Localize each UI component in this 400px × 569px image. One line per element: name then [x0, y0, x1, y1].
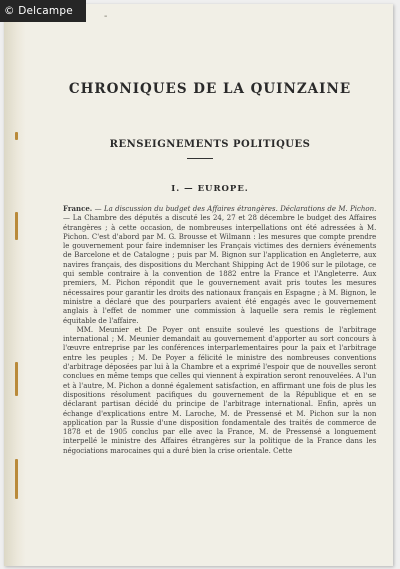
page-title: CHRONIQUES DE LA QUINZAINE [68, 81, 352, 97]
lead-separator: — [92, 204, 104, 213]
binding-stitch [15, 212, 18, 240]
article-body [63, 204, 376, 455]
section-title: RENSEIGNEMENTS POLITIQUES [109, 139, 311, 150]
book-page [4, 4, 393, 566]
binding-stitch [15, 132, 18, 140]
subsection-title: I. — EUROPE. [171, 184, 249, 194]
topic-heading: La discussion du budget des Affaires étrangères. Déclarations de M. Pichon. [103, 204, 377, 213]
title-rule [187, 158, 213, 159]
top-mark: - [104, 11, 108, 22]
paragraph-1-text: — La Chambre des députés a discuté les 24, 27 et 28 décembre le budget des Affaires étrangères ; à cette occasion, de nombreuses interpellations ont été adressées à M. Pichon. C'est d'abord par M. G. Brousse et Wilmann : les mesures que compte prendre le gouvernement pour faire indemniser les Français victimes des derniers événements de Barcelone et de Catalogne ; puis par M. Bignon sur l'application en Angleterre, aux navires français, des dispositions du Merchant Shipping Act de 1906 sur le pilotage, ce qui semble contraire à la convention de 1882 entre la France et l'Angleterre. Aux premiers, M. Pichon répondit que le gouvernement avait pris toutes les mesures nécessaires pour garantir les droits des nationaux français en Espagne ; à M. Bignon, le ministre a déclaré que des pourparlers avaient été engagés avec le gouvernement anglais à l'effet de nommer une commission à laquelle sera remis le règlement équitable de l'affaire. [63, 213, 377, 325]
watermark-label: © Delcampe [0, 0, 86, 22]
country-lead: France. [63, 204, 93, 213]
binding-stitch [15, 362, 18, 396]
paragraph-1 [63, 204, 376, 325]
paragraph-2: MM. Meunier et De Poyer ont ensuite soulevé les questions de l'arbitrage international ; M. Meunier demandait au gouvernement d'apporter au sort concours à l'œuvre entreprise par les conférences interparlementaires pour la paix et l'arbitrage entre les peuples ; M. De Poyer a félicité le ministre des nombreuses conventions d'arbitrage déposées par lui à la Chambre et a exprimé l'espoir que de nouvelles seront conclues en même temps que celles qui viennent à expiration seront renouvelées. A l'un et à l'autre, M. Pichon a donné également satisfaction, en affirmant une fois de plus les dispositions résolument pacifiques du gouvernement de la République et en se déclarant partisan décidé du principe de l'arbitrage international. Enfin, après un échange d'explications entre M. Laroche, M. de Pressensé et M. Pichon sur la non application par la Russie d'une disposition fondamentale des traités de commerce de 1878 et de 1905 conclus par elle avec la France, M. de Pressensé a longuement interpellé le ministre des Affaires étrangères sur la politique de la France dans les négociations marocaines qui a duré bien la crise orientale. Cette [63, 324, 377, 455]
binding-stitch [15, 459, 18, 499]
